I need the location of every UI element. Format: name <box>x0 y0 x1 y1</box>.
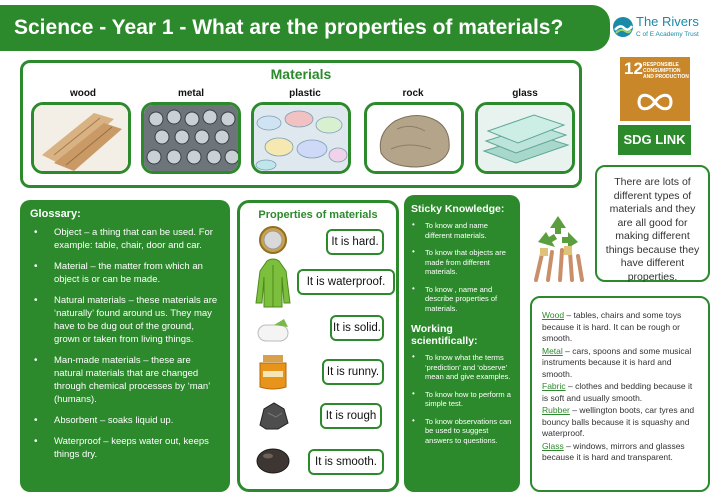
property-label: It is rough <box>320 403 382 429</box>
material-label-metal: metal <box>177 88 205 99</box>
uses-entry <box>542 441 700 464</box>
glossary-item: • Waterproof – keeps water out, keeps things dry. <box>30 435 222 461</box>
uses-label: Metal <box>542 345 563 356</box>
sticky-knowledge-panel <box>404 195 520 492</box>
working-scientifically-title: Working scientifically: <box>411 323 478 347</box>
metal-image <box>141 102 241 174</box>
glossary-item: • Man-made materials – these are natural materials that are changed through chemical processes by ‘man’ (humans). <box>30 354 222 406</box>
uses-text: – tables, chairs and some toys because it is hard. It can be rough or smooth. <box>542 310 682 343</box>
glossary-item: • Material – the matter from which an object is or can be made. <box>30 260 222 286</box>
uses-entry <box>542 346 700 381</box>
working-item: • To know observations can be used to suggest answers to questions. <box>411 417 514 446</box>
properties-title: Properties of materials <box>258 209 378 221</box>
working-item: • To know how to perform a simple test. <box>411 390 514 409</box>
uses-entry <box>542 381 700 404</box>
uses-text: – windows, mirrors and glasses because it is hard and transparent. <box>542 440 685 462</box>
recycle-icon <box>528 212 588 282</box>
sticky-item: • To know , name and describe properties of materials. <box>411 285 514 314</box>
materials-panel <box>20 60 582 188</box>
property-label: It is runny. <box>322 359 384 385</box>
uses-text: – clothes and bedding because it is soft and usually smooth. <box>542 381 693 403</box>
uses-label: Glass <box>542 440 564 451</box>
logo-subtitle: C of E Academy Trust <box>636 31 699 38</box>
plastic-image <box>251 102 351 174</box>
pebble-icon <box>254 443 292 477</box>
uses-entry <box>542 405 700 440</box>
material-label-plastic: plastic <box>289 88 321 99</box>
uses-label: Fabric <box>542 381 566 391</box>
property-label: It is smooth. <box>308 449 384 475</box>
rivers-logo-icon <box>612 16 634 38</box>
sdg-link-label: SDG LINK <box>618 125 691 155</box>
sdg-goal-text: RESPONSIBLE CONSUMPTION AND PRODUCTION <box>643 62 689 80</box>
wood-image <box>31 102 131 174</box>
uses-text: – cars, spoons and some musical instruments because it is hard and smooth. <box>542 345 692 379</box>
logo-name: The Rivers <box>636 14 699 29</box>
page-title: Science - Year 1 - What are the properties of materials? <box>0 5 610 51</box>
uses-label: Wood <box>542 310 565 320</box>
glass-image <box>475 102 575 174</box>
uses-label: Rubber <box>542 405 570 415</box>
rock-image <box>364 102 464 174</box>
material-label-rock: rock <box>402 88 424 99</box>
material-label-wood: wood <box>69 88 97 99</box>
raincoat-icon <box>254 257 292 309</box>
honey-icon <box>254 351 292 391</box>
trust-logo <box>612 12 712 46</box>
soap-icon <box>254 315 292 349</box>
property-label: It is solid. <box>330 315 384 341</box>
material-label-glass: glass <box>512 88 538 99</box>
rock-icon <box>254 399 292 433</box>
property-label: It is waterproof. <box>297 269 395 295</box>
sticky-knowledge-title: Sticky Knowledge: <box>411 203 505 215</box>
glossary-item: • Object – a thing that can be used. For example: table, chair, door and car. <box>30 226 222 252</box>
glossary-item: • Natural materials – these materials are ‘naturally’ found around us. They may have to be dug out of the ground, grown or taken from living things. <box>30 294 222 346</box>
infinity-icon <box>635 91 675 113</box>
sdg-badge <box>620 57 690 121</box>
glossary-item: • Absorbent – soaks liquid up. <box>30 414 222 427</box>
glossary-title: Glossary: <box>30 208 81 220</box>
sticky-item: • To know and name different materials. <box>411 221 514 240</box>
property-label: It is hard. <box>326 229 384 255</box>
properties-panel <box>237 200 399 492</box>
material-uses-box <box>530 296 710 492</box>
sticky-item: • To know that objects are made from different materials. <box>411 248 514 277</box>
sdg-number: 12 <box>624 59 643 78</box>
working-item: • To know what the terms ‘prediction’ and ‘observe’ mean and give examples. <box>411 353 514 382</box>
coin-icon <box>254 223 292 257</box>
materials-info-box: There are lots of different types of materials and they are all good for making different things because they have different properties. <box>595 165 710 282</box>
materials-title: Materials <box>270 66 332 82</box>
uses-text: – wellington boots, car tyres and bouncy balls because it is squashy and waterproof. <box>542 405 695 438</box>
uses-entry <box>542 310 700 345</box>
glossary-panel <box>20 200 230 492</box>
